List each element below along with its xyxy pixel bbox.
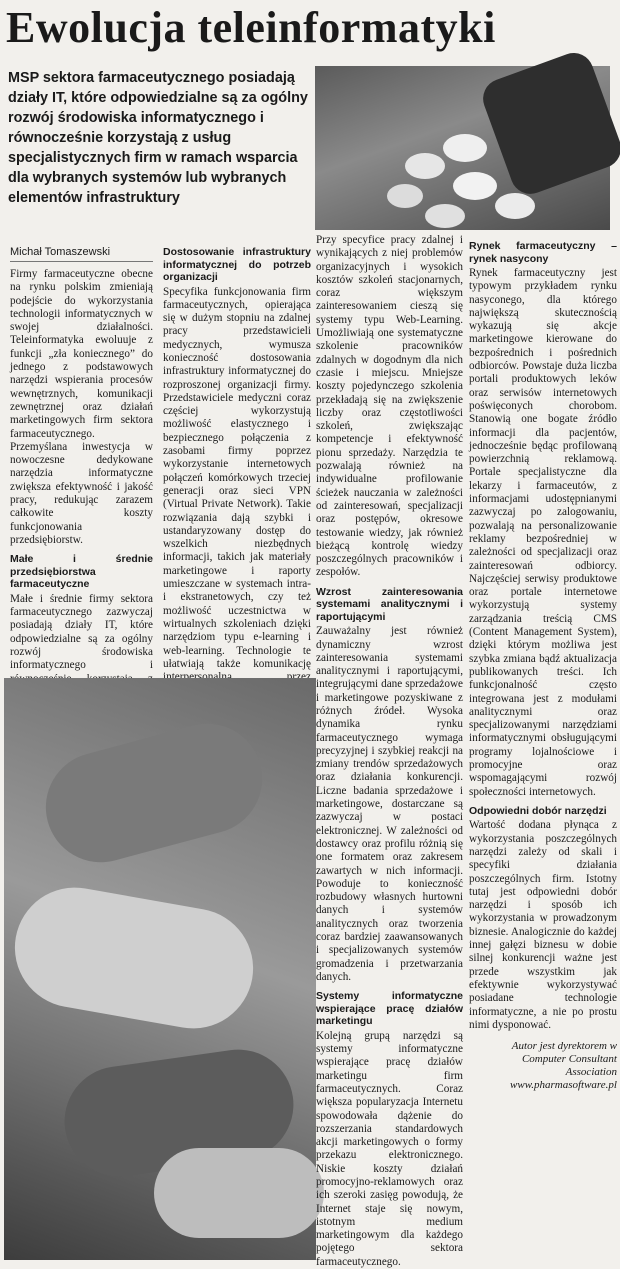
text-tool-selection: Wartość dodana płynąca z wykorzystania poszczególnych narzędzi zależy od skali i specyfiki działania poszczególnych firm. Istotny tutaj jest odpowiedni dobór narzędzi i sposób ich wykorzystania w prowadzonym biznesie. Analogicznie do każdej innej gałęzi biznesu w dobie silnej konkurencji ważne jest przede wszystkim jak efektywnie wykorzystywać posiadane technologie informatyczne, a nie po prostu nimi dysponować.	[469, 819, 617, 1031]
text-marketing: Kolejną grupą narzędzi są systemy informatyczne wspierające pracę działów marketingu firm farmaceutycznych. Coraz większa popularyzacja Internetu spowodowała dążenie do rozszerzania standardowych akcji marketingowych o formy przekazu elektronicznego. Niskie koszty działań promocyjno-reklamowych oraz ich szeroki zasięg powodują, że Internet staje się nowym, istotnym medium marketingowym dla każdego pojętego sektora farmaceutycznego.	[316, 1029, 463, 1268]
text-infrastructure: Specyfika funkcjonowania firm farmaceutycznych, opierająca się w dużym stopniu na zdalnej pracy przedstawicieli medycznych, wymusza konieczność dostosowania infrastruktury informatycznej do rozproszonej organizacji firmy. Przedstawiciele medyczni coraz częściej wykorzystują możliwość elastycznego i bezpiecznego połączenia z zasobami firmy poprzez wykorzystanie internetowych połączeń komórkowych trzeciej generacji oraz sieci VPN (Virtual Private Network). Takie rozwiązania dają szybki i ustandaryzowany dostęp do wszelkich niezbędnych informacji, takich jak materiały marketingowe i raporty umieszczane w systemach intra- i ekstranetowych, czy też możliwość uczestnictwa w wirtualnych szkoleniach dzięki narzędziom typu e-learning i web-learning. Technologie te ułatwiają także komunikację	[163, 285, 311, 670]
heading-infrastructure: Dostosowanie infrastruktury informatycznej do potrzeb organizacji	[163, 246, 311, 283]
text-sme: Małe i średnie firmy sektora farmaceutycznego zazwyczaj posiadają działy IT, które odpowiedzialne są za ogólny rozwój środowiska informatycznego i	[10, 592, 153, 672]
text-training-cont: Przy specyfice pracy zdalnej i wynikających z niej problemów organizacyjnych i wysokich kosztów szkoleń stacjonarnych, coraz większym zainteresowaniem cieszą się systemy typu Web-Learning. Umożliwiają one systematyczne szkolenie pracowników zdalnych w dogodnym dla nich czasie i miejscu. Mniejsze koszty pojedynczego szkolenia przekładają się na zwiększenie liczby oraz częstotliwości szkoleń, zwiększając kompetencje i efektywność pionu sprzedaży. Narzędzia te pozwalają również na indywidualne profilowanie ścieżek nauczania w zależności od zainteresowań, specjalizacji oraz postępów, okresowe testowanie wiedzy, jak również bieżącą kontrolę wiedzy poszczególnych pracowników i zespołów.	[316, 234, 463, 579]
text-analytics: Zauważalny jest również dynamiczny wzrost zainteresowania systemami analitycznymi i raportującymi, integrującymi dane sprzedażowe i marketingowe pozyskiwane z różnych źródeł. Wysoka dynamika rynku farmaceutycznego wymaga precyzyjnej i szybkiej reakcji na zmiany trendów sprzedażowych oraz działania konkurencji. Liczne badania sprzedażowe i marketingowe, dostarczane są zazwyczaj w postaci elektronicznej. W zależności od dostawcy oraz profilu różnią się one formatem oraz zakresem zawartych w nich informacji. Powoduje to konieczność rozbudowy własnych hurtowni danych i systemów analitycznych oraz tworzenia coraz bardziej zaawansowanych i specjalizowanych systemów gromadzenia i przetwarzania danych.	[316, 625, 463, 983]
heading-marketing: Systemy informatyczne wspierające pracę działów marketingu	[316, 990, 463, 1028]
author-name: Michał Tomaszewski	[10, 246, 153, 262]
column-2	[163, 246, 311, 678]
heading-sme: Małe i średnie przedsiębiorstwa farmaceutyczne	[10, 553, 153, 591]
intro-text: Firmy farmaceutyczne obecne na rynku polskim zmieniają podejście do wykorzystania technologii informatycznych w swojej działalności. Teleinformatyka ewoluuje z funkcji „zła koniecznego” do jednego z podstawowych narzędzi wspierania procesów wewnętrznych, komunikacji zewnętrznej oraz działań marketingowych firm sektora farmaceutycznego. Przemyślana inwestycja w nowoczesne dedykowane narzędzia informatyczne zwiększa efektywność i jakość pracy, redukując zarazem całkowite koszty funkcjonowania przedsiębiorstw.	[10, 268, 153, 546]
heading-tool-selection: Odpowiedni dobór narzędzi	[469, 804, 607, 817]
article-lead: MSP sektora farmaceutycznego posiadają działy IT, które odpowiedzialne są za ogólny rozwój środowiska informatycznego i równocześnie korzystają z usług specjalistycznych firm w ramach wsparcia dla wybranych systemów lub wybranych elementów infrastruktury	[8, 70, 308, 206]
capsules-illustration	[4, 678, 316, 1260]
column-4	[469, 234, 617, 1260]
column-3	[316, 234, 463, 1268]
pills-photo-top	[315, 66, 610, 230]
author-signature: Autor jest dyrektorem w Computer Consultant Association www.pharmasoftware.pl	[510, 1040, 617, 1092]
pills-bottle-illustration	[315, 66, 610, 230]
heading-analytics: Wzrost zainteresowania systemami analitycznymi i raportującymi	[316, 585, 463, 623]
column-1	[10, 246, 153, 676]
text-saturated-market: Rynek farmaceutyczny jest typowym przykładem rynku nasyconego, dla którego największą skutecznością wykazują się akcje marketingowe kierowane do bezpośrednich i pośrednich odbiorców. Powstaje duża liczba portali produktowych leków oraz serwisów internetowych poświęconych chorobom. Stanowią one bogate źródło informacji dla pacjentów, jednocześnie będąc profilowaną powierzchnią reklamową. Portale specjalistyczne dla lekarzy i farmaceutów, z informacjami udostępnianymi zazwyczaj po zalogowaniu, pozwalają na personalizowanie reklamy bezpośredniej w zależności od specjalizacji oraz zainteresowań odbiorcy. Najczęściej serwisy produktowe oraz portale internetowe wykorzystują systemy zarządzania treścią CMS (Content Management System), dzięki którym możliwa jest szybka zmiana bądź aktualizacja publikowanych treści. Ich funkcjonalność często integrowana jest z modułami analitycznymi oraz specjalizowanymi narzędziami informatycznymi obsługującymi programy lojalnościowe i promocyjne oraz wspomagającymi rozwój społeczności internetowych.	[469, 267, 617, 798]
heading-saturated-market: Rynek farmaceutyczny – rynek nasycony	[469, 240, 617, 265]
article-title: Ewolucja teleinformatyki	[6, 3, 496, 52]
pills-photo-bottom	[4, 678, 316, 1260]
